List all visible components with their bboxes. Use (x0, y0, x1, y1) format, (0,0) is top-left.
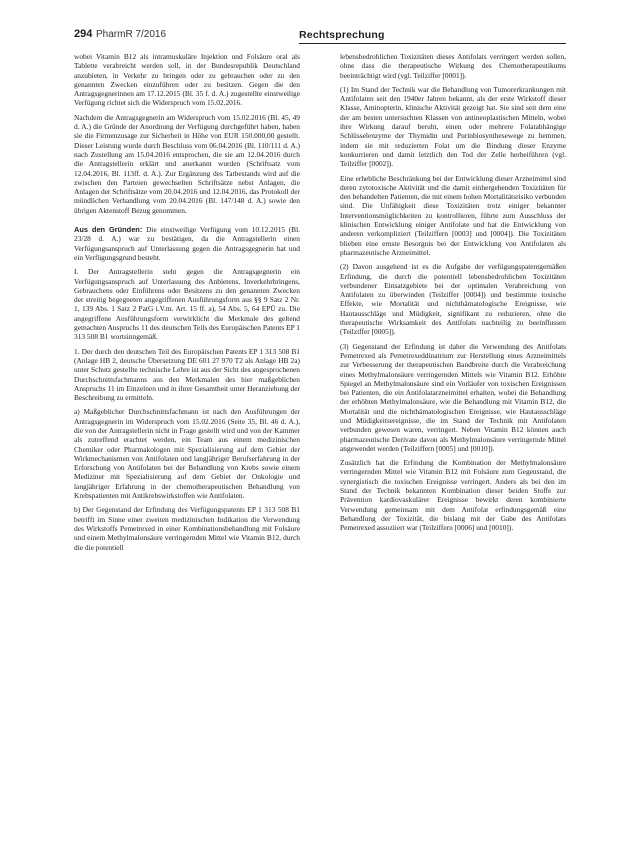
paragraph: I. Der Antragstellerin steht gegen die Antragsgegnerin ein Verfügungsanspruch auf Unterlassung des Anbietens, Inverkehrbringens, Gebrauchens oder Einführens oder Besitzens zu den genannten Zwecken der streitig begegneten angegriffenen Ausführungsform aus §§ 9 Satz 2 Nr. 1, 139 Abs. 1 Satz 2 PatG i.V.m. Art. 15 ff. a), 54 Abs. 5, 64 EPÜ zu. Die angegriffene Ausführungsform verwirklicht die Merkmale des geltend gemachten Anspruchs 11 des deutschen Teils des Europäischen Patents EP 1 313 508 B1 wortsinngemäß. (74, 267, 300, 342)
paragraph: (2) Davon ausgehend ist es die Aufgabe der verfügungspatentgemäßen Erfindung, die durch die potentiell lebensbedrohlichen Toxizitäten verbundener Einsatzgebiete bei der optimalen Verabreichung von Antifolaten zu überwinden (Teilziffer [0004]) und bestimmte toxische Effekte, wie Mortalität und nichthämatologische Ereignisse, wie Hautausschläge und Müdigkeit, signifikant zu reduzieren, ohne die therapeutische Wirksamkeit des Antifolats nachteilig zu beeinflussen (Teilziffer [0005]). (340, 262, 566, 337)
paragraph: lebensbedrohlichen Toxizitäten dieses Antifolats verringert werden sollen, ohne dass die therapeutische Wirkung des Chemotherapeutikums beeinträchtigt wird (vgl. Teilziffer [0001]). (340, 52, 566, 80)
paragraph: Nachdem die Antragsgegnerin am Widerspruch vom 15.02.2016 (Bl. 45, 49 d. A.) die Gründe der Anordnung der Verfügung durchgeführt haben, haben sie die Firmenzusage zur Sicherheit in Höhe von EUR 150.000,00 gestellt. Dieser Leistung wurde durch Beschluss vom 06.04.2016 (Bl. 110/111 d. A.) nach Zustellung am 15.04.2016 entsprochen, die sie am 12.04.2016 durch die Antragstellerin erklärt und anerkannt wurden (Schriftsatz vom 12.04.2016, Bl. 113ff. d. A.). Zur Ergänzung des Tatbestands wird auf die zwischen den Parteien gewechselten Schriftsätze nebst Anlagen, die Anlagen der Schriftsätze vom 20.04.2016 und 12.04.2016, das Protokoll der mündlichen Verhandlung vom 20.04.2016 (Bl. 147/148 d. A.) sowie den übrigen Aktenstoff Bezug genommen. (74, 112, 300, 215)
paragraph: (1) Im Stand der Technik war die Behandlung von Tumorerkrankungen mit Antifolaten seit den 1940er Jahren bekannt, als der erste Wirkstoff dieser Klasse, Aminopterin, klinische Aktivität gezeigt hat. Sie sind seit dem eine der am besten untersuchten Klassen von antineoplastischen Mitteln, wobei ihre Wirkung darauf beruht, einen oder mehrere Folatabhängige Schlüsselenzyme der Thymidin und Purinbiosynthesewege zu hemmen, indem sie mit reduzierten Folat um die Bindung dieser Enzyme konkurrieren und damit letztlich den Tod der Zelle herbeiführen (vgl. Teilziffer [0002]). (340, 84, 566, 169)
paragraph-lead: Aus den Gründen: (74, 225, 143, 235)
header-rule (299, 43, 566, 44)
paragraph: (3) Gegenstand der Erfindung ist daher die Verwendung des Antifolats Pemetrexed als Pemetrexeddinatrium zur Herstellung eines Arzneimittels zur Verbesserung der therapeutischen Bandbreite durch die Verabreichung eines Methylmalonsäure verringernden Mittels wie Vitamin B12. Erhöhte Spiegel an Methylmalonsäure sind ein Vorläufer von toxischen Ereignissen bei Patienten, die ein Antifolatarzneimittel erhalten, wobei die Behandlung der erhöhten Methylmalonsäure, wie die Behandlung mit Vitamin B12, die Mortalität und die nichthämatologischen Ereignisse, wie Hautausschläge und Müdigkeitsereignisse, die im Stand der Technik mit Antifolaten verbunden gewesen waren, verringert. Neben Vitamin B12 können auch pharmazeutische Derivate davon als Methylmalonsäure verringernde Mittel angewendet werden (Teilziffern [0005] und [0010]). (340, 341, 566, 453)
section-title: Rechtsprechung (299, 29, 385, 41)
paragraph: wobei Vitamin B12 als intramuskuläre Injektion und Folsäure oral als Tablette verabreicht werden soll, in der Bundesrepublik Deutschland anzubieten, in Verkehr zu bringen oder zu gebrauchen oder zu den genannten Zwecken einzuführen oder zu besitzen. Gegen die den Antragsgegnerinnen am 17.12.2015 (Bl. 35 f. d. A.) zugestellte einstweilige Verfügung richtet sich die Widerspruch vom 15.02.2016. (74, 52, 300, 108)
page-header (74, 26, 566, 48)
page-number: 294 (74, 28, 93, 40)
paragraph: Aus den Gründen: Die einstweilige Verfügung vom 10.12.2015 (Bl. 23/28 d. A.) war zu bestätigen, da die Antragstellerin einen Verfügungsanspruch auf Unterlassung gegen die Antragsgegnerin hat und ein Verfügungsgrund besteht. (74, 225, 300, 262)
paragraph: Zusätzlich hat die Erfindung die Kombination der Methylmalonsäure verringernden Mittel wie Vitamin B12 mit Folsäure zum Gegenstand, die synergistisch die toxischen Ereignisse verringert. Anders als bei den im Stand der Technik bekannten Kombination dieser beiden Stoffe zur Prävention kardiovaskulärer Ereignisse bewirkt deren kombinierte Verwendung gemeinsam mit dem Antifolat erfindungsgemäß eine Behandlung der Toxizität, die bislang mit der Gabe des Antifolats Pemetrexed assoziiert war (Teilziffern [0006] und [0010]). (340, 458, 566, 533)
right-column (340, 52, 566, 538)
left-column (74, 52, 300, 557)
paragraph: Eine erhebliche Beschränkung bei der Entwicklung dieser Arzneimittel sind deren zytotoxische Aktivität und die damit einhergehenden Toxizitäten für den behandelten Patienten, die mit einem hohen Mortalitätsrisiko verbunden sind. Die Unfähigkeit diese Toxizitäten trotz einiger bekannter Interventionsmöglichkeiten zu kontrollieren, führte zum Ausschluss der klinischen Entwicklung einiger Antifolate und hat die Entwicklung von anderen verkompliziert (Teilziffern [0003] und [0004]). Die Toxizitäten blieben eine ernste Besorgnis bei der Entwicklung von Antifolaten als pharmazeutische Arzneimittel. (340, 173, 566, 257)
paragraph: b) Der Gegenstand der Erfindung des Verfügungspatents EP 1 313 508 B1 betrifft im Sinne einer zweiten medizinischen Indikation die Verwendung des Wirkstoffs Pemetrexed in einer Kombinationsbehandlung mit Folsäure und einem Methylmalonsäure verringernden Mittel wie Vitamin B12, durch die die potentiell (74, 505, 300, 552)
paragraph: a) Maßgeblicher Durchschnittsfachmann ist nach den Ausführungen der Antragsgegnerin im Widerspruch vom 15.02.2016 (Seite 35, Bl. 46 d. A.), die von der Antragstellerin nicht in Frage gestellt wird und von der Kammer als zutreffend erachtet werden, ein Team aus einem medizinischen Chemiker oder Pharmakologen mit Spezialisierung auf dem Gebiet der Wirkmechanismen von Antifolaten und langjähriger Berufserfahrung in der Erforschung von Antifolaten bei der Behandlung von Krebs sowie einem Mediziner mit Spezialisierung auf dem Gebiet der Onkologie und langjähriger Erfahrung in der chemotherapeutischen Behandlung von Krebspatienten mit Antikrebswirkstoffen wie Antifolaten. (74, 407, 300, 501)
paragraph: 1. Der durch den deutschen Teil des Europäischen Patents EP 1 313 508 B1 (Anlage HB 2, deutsche Übersetzung DE 601 27 970 T2 als Anlage HB 2a) unter Schutz gestellte technische Lehre ist aus der Sicht des angesprochenen Durchschnittsfachmanns aus den Merkmalen des hier maßgeblichen Anspruchs 11 im Einzelnen und in ihrer Gesamtheit unter Heranziehung der Beschreibung zu ermitteln. (74, 346, 300, 403)
journal-reference: PharmR 7/2016 (96, 29, 167, 40)
